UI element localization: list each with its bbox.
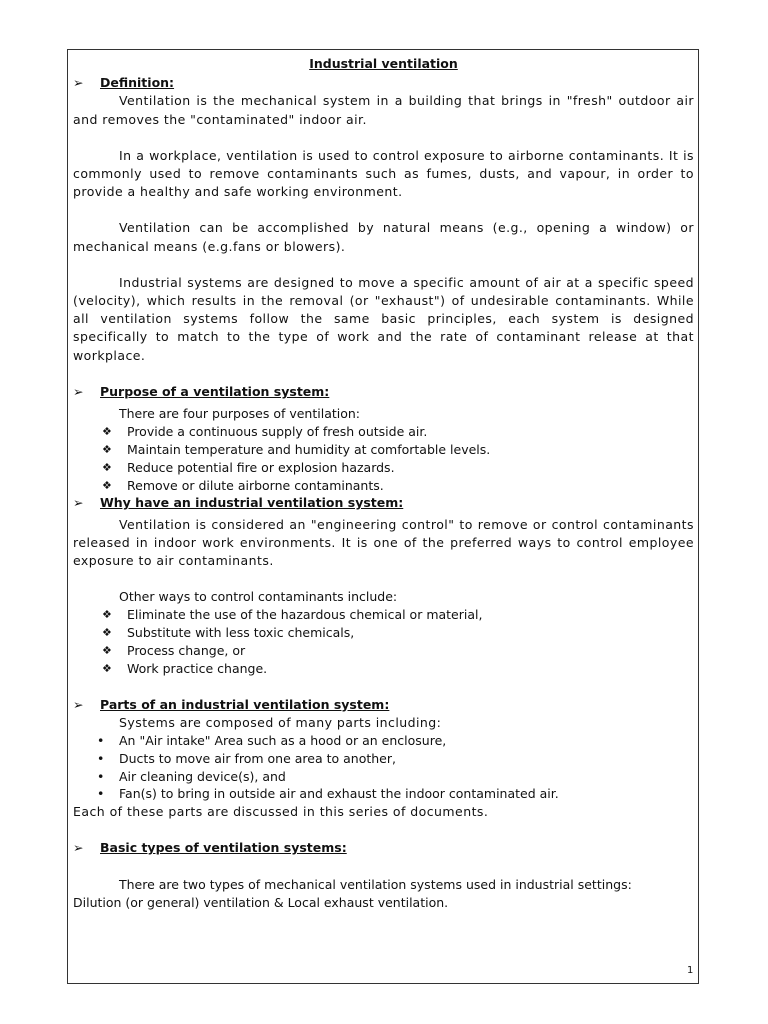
list-item <box>73 642 694 660</box>
list-item <box>73 768 694 786</box>
section-heading-why <box>73 494 694 512</box>
list-item-text: Remove or dilute airborne contaminants. <box>127 477 384 493</box>
list-item <box>73 459 694 477</box>
definition-paragraph: Ventilation can be accomplished by natural means (e.g., opening a window) or mechanical means (e.g.fans or blowers). <box>73 220 694 254</box>
list-item-text: Air cleaning device(s), and <box>119 768 286 784</box>
diamond-bullet-icon: ❖ <box>102 460 112 474</box>
parts-closing: Each of these parts are discussed in this series of documents. <box>73 804 489 820</box>
list-item <box>73 477 694 495</box>
document-body <box>73 55 694 912</box>
list-item <box>73 660 694 678</box>
list-item-text: Fan(s) to bring in outside air and exhaust the indoor contaminated air. <box>119 786 559 802</box>
types-line: There are two types of mechanical ventilation systems used in industrial settings: <box>119 876 632 892</box>
types-line: Dilution (or general) ventilation & Local exhaust ventilation. <box>73 894 449 910</box>
definition-paragraph: Ventilation is the mechanical system in a building that brings in "fresh" outdoor air and removes the "contaminated" indoor air. <box>73 93 694 127</box>
diamond-bullet-icon: ❖ <box>102 626 112 640</box>
dot-bullet-icon: • <box>97 768 105 784</box>
diamond-bullet-icon: ❖ <box>102 478 112 492</box>
list-item-text: Maintain temperature and humidity at comfortable levels. <box>127 442 491 458</box>
why-intro: Other ways to control contaminants include: <box>119 589 398 605</box>
list-item <box>73 732 694 750</box>
purpose-list <box>73 423 694 494</box>
section-heading-label: Basic types of ventilation systems: <box>100 840 347 856</box>
parts-list <box>73 732 694 803</box>
section-heading-types <box>73 839 694 857</box>
arrow-bullet-icon: ➢ <box>73 696 84 712</box>
list-item <box>73 750 694 768</box>
arrow-bullet-icon: ➢ <box>73 840 84 856</box>
section-heading-label: Why have an industrial ventilation system: <box>100 495 404 511</box>
list-item-text: Substitute with less toxic chemicals, <box>127 625 355 641</box>
why-list <box>73 606 694 677</box>
list-item-text: Ducts to move air from one area to another, <box>119 750 396 766</box>
list-item <box>73 423 694 441</box>
diamond-bullet-icon: ❖ <box>102 443 112 457</box>
diamond-bullet-icon: ❖ <box>102 661 112 675</box>
section-heading-parts <box>73 696 694 714</box>
arrow-bullet-icon: ➢ <box>73 495 84 511</box>
arrow-bullet-icon: ➢ <box>73 75 84 91</box>
list-item-text: Work practice change. <box>127 660 268 676</box>
dot-bullet-icon: • <box>97 733 105 749</box>
list-item <box>73 624 694 642</box>
dot-bullet-icon: • <box>97 786 105 802</box>
list-item <box>73 785 694 803</box>
arrow-bullet-icon: ➢ <box>73 383 84 399</box>
document-title: Industrial ventilation <box>309 56 458 71</box>
section-heading-purpose <box>73 383 694 401</box>
list-item-text: Eliminate the use of the hazardous chemical or material, <box>127 607 483 623</box>
definition-paragraph: Industrial systems are designed to move a specific amount of air at a specific speed (velocity), which results in the removal (or "exhaust") of undesirable contaminants. While all ventilation systems follow the same basic principles, each system is designed specifically to match to the type of work and the rate of contaminant release at that workplace. <box>73 274 694 363</box>
diamond-bullet-icon: ❖ <box>102 608 112 622</box>
purpose-intro: There are four purposes of ventilation: <box>119 406 361 422</box>
section-heading-label: Parts of an industrial ventilation system: <box>100 696 390 712</box>
list-item <box>73 441 694 459</box>
list-item-text: Process change, or <box>127 643 246 659</box>
diamond-bullet-icon: ❖ <box>102 644 112 658</box>
section-heading-label: Definition: <box>100 75 175 91</box>
section-heading-label: Purpose of a ventilation system: <box>100 383 330 399</box>
list-item-text: An "Air intake" Area such as a hood or an enclosure, <box>119 733 447 749</box>
list-item-text: Provide a continuous supply of fresh outside air. <box>127 424 428 440</box>
definition-paragraph: In a workplace, ventilation is used to control exposure to airborne contaminants. It is commonly used to remove contaminants such as fumes, dusts, and vapour, in order to provide a healthy and safe working environment. <box>73 147 694 200</box>
parts-intro: Systems are composed of many parts including: <box>119 714 442 730</box>
diamond-bullet-icon: ❖ <box>102 425 112 439</box>
section-heading-definition <box>73 74 694 92</box>
page-number: 1 <box>687 965 694 976</box>
why-paragraph: Ventilation is considered an "engineering control" to remove or control contaminants released in indoor work environments. It is one of the preferred ways to control employee exposure to air contaminants. <box>73 516 694 569</box>
list-item-text: Reduce potential fire or explosion hazards. <box>127 459 395 475</box>
list-item <box>73 606 694 624</box>
dot-bullet-icon: • <box>97 750 105 766</box>
